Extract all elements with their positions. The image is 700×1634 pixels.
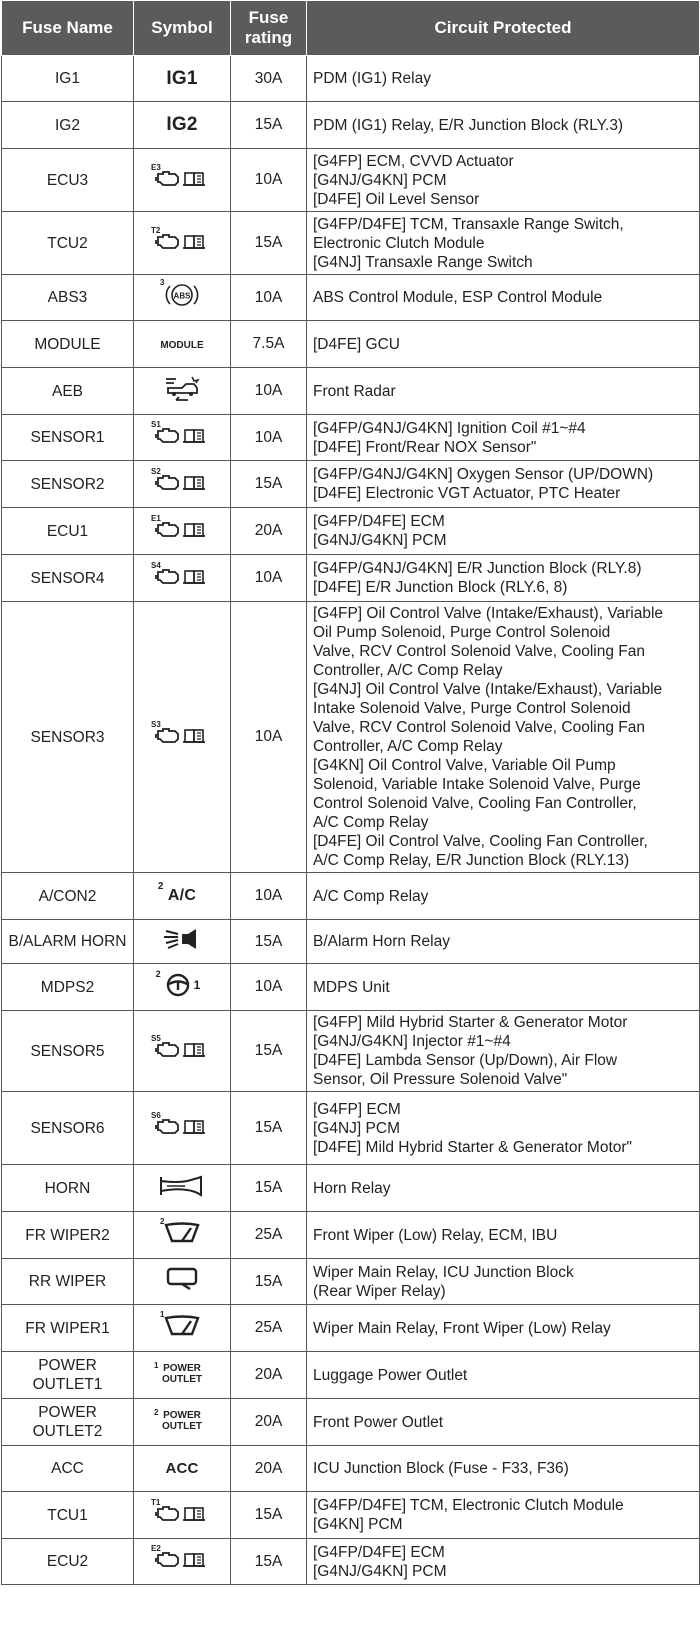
abs-icon-label: ABS: [173, 291, 191, 301]
fuse-rating-cell: 20A: [231, 1446, 307, 1492]
symbol-superscript: S1: [151, 420, 161, 429]
symbol-cell: [134, 321, 231, 368]
engine-symbol: [151, 1544, 209, 1568]
engine-symbol: [151, 225, 209, 250]
symbol-suffix: 1: [193, 977, 201, 992]
fuse-rating-cell: 20A: [231, 1399, 307, 1446]
symbol-superscript: 1: [154, 1361, 159, 1370]
table-row: [2, 1165, 700, 1212]
circuit-cell: [307, 1011, 700, 1092]
table-row: [2, 321, 700, 368]
table-row: [2, 275, 700, 321]
table-row: [2, 1259, 700, 1305]
fuse-name-cell: ACC: [2, 1446, 134, 1492]
fuse-rating-cell: 10A: [231, 555, 307, 602]
fuse-rating-cell: 15A: [231, 1092, 307, 1165]
symbol-cell: [134, 368, 231, 415]
fuse-name-cell: RR WIPER: [2, 1259, 134, 1305]
table-row: [2, 102, 700, 149]
fuse-name-cell: TCU1: [2, 1492, 134, 1539]
fuse-name-cell: POWER OUTLET2: [2, 1399, 134, 1446]
table-row: [2, 555, 700, 602]
circuit-line: Wiper Main Relay, Front Wiper (Low) Relay: [313, 1319, 611, 1337]
circuit-cell: [307, 368, 700, 415]
fuse-rating-cell: 15A: [231, 102, 307, 149]
symbol-cell: [134, 212, 231, 275]
fuse-rating-cell: 15A: [231, 1165, 307, 1212]
circuit-line: Valve, RCV Control Solenoid Valve, Cooling Fan: [313, 643, 645, 660]
circuit-cell: [307, 1259, 700, 1305]
circuit-line: Solenoid, Variable Intake Solenoid Valve, Purge: [313, 776, 641, 793]
fuse-name-cell: A/CON2: [2, 873, 134, 920]
symbol-text: IG2: [166, 114, 198, 135]
fuse-name-cell: TCU2: [2, 212, 134, 275]
circuit-line: [G4FP/G4NJ/G4KN] E/R Junction Block (RLY.8): [313, 560, 642, 577]
symbol-superscript: 3: [160, 278, 165, 287]
symbol-cell: [134, 415, 231, 461]
engine-symbol: [151, 1033, 209, 1058]
table-row: [2, 1539, 700, 1585]
abs-icon: [162, 280, 202, 310]
power-outlet-symbol: [154, 1361, 204, 1385]
circuit-line: [D4FE] Front/Rear NOX Sensor": [313, 438, 537, 456]
engine-symbol: [151, 1110, 209, 1135]
symbol-cell: [134, 1399, 231, 1446]
symbol-cell: [134, 1305, 231, 1352]
symbol-cell: [134, 873, 231, 920]
circuit-line: [D4FE] GCU: [313, 335, 400, 353]
symbol-text: POWER OUTLET: [162, 1363, 202, 1385]
circuit-cell: [307, 1352, 700, 1399]
circuit-cell: [307, 1212, 700, 1259]
symbol-superscript: 2: [154, 1408, 159, 1417]
circuit-line: [D4FE] E/R Junction Block (RLY.6, 8): [313, 579, 568, 596]
aeb-icon: [162, 374, 202, 404]
fuse-rating-cell: 15A: [231, 1539, 307, 1585]
engine-book-icon: [155, 1550, 209, 1568]
circuit-line: PDM (IG1) Relay: [313, 70, 431, 87]
symbol-cell: [134, 1011, 231, 1092]
fuse-name-cell: IG2: [2, 102, 134, 149]
circuit-line: [D4FE] Oil Control Valve, Cooling Fan Controller,: [313, 833, 648, 850]
circuit-line: Front Radar: [313, 382, 396, 400]
header-symbol: Symbol: [134, 1, 231, 56]
circuit-line: A/C Comp Relay: [313, 887, 429, 905]
fuse-rating-cell: 25A: [231, 1305, 307, 1352]
engine-book-icon: [155, 1040, 209, 1058]
fuse-name-cell: ABS3: [2, 275, 134, 321]
header-circuit: Circuit Protected: [307, 1, 700, 56]
symbol-superscript: 2: [157, 881, 164, 892]
circuit-line: Wiper Main Relay, ICU Junction Block: [313, 1263, 574, 1281]
symbol-cell: [134, 56, 231, 102]
table-row: [2, 508, 700, 555]
symbol-cell: [134, 508, 231, 555]
table-row: [2, 368, 700, 415]
symbol-cell: [134, 1259, 231, 1305]
circuit-line: [G4NJ] Oil Control Valve (Intake/Exhaust), Variable: [313, 681, 663, 698]
fuse-name-cell: FR WIPER2: [2, 1212, 134, 1259]
ac-symbol: [157, 881, 197, 905]
symbol-text: A/C: [167, 887, 197, 904]
symbol-cell: [134, 275, 231, 321]
circuit-line: [G4NJ/G4KN] Injector #1~#4: [313, 1033, 511, 1050]
table-row: [2, 1212, 700, 1259]
engine-book-icon: [155, 232, 209, 250]
engine-book-icon: [155, 567, 209, 585]
circuit-cell: [307, 461, 700, 508]
circuit-line: A/C Comp Relay: [313, 814, 429, 831]
table-row: [2, 602, 700, 873]
fuse-rating-cell: 7.5A: [231, 321, 307, 368]
symbol-cell: [134, 555, 231, 602]
circuit-line: A/C Comp Relay, E/R Junction Block (RLY.13): [313, 852, 630, 869]
fuse-rating-cell: 20A: [231, 508, 307, 555]
circuit-line: [G4NJ/G4KN] PCM: [313, 1562, 447, 1580]
fuse-rating-cell: 15A: [231, 212, 307, 275]
circuit-line: Sensor, Oil Pressure Solenoid Valve": [313, 1071, 568, 1088]
alarm-horn-icon: [162, 926, 202, 952]
fuse-name-cell: AEB: [2, 368, 134, 415]
symbol-superscript: S5: [151, 1033, 161, 1043]
fuse-rating-cell: 25A: [231, 1212, 307, 1259]
fuse-rating-cell: 10A: [231, 964, 307, 1011]
front-wiper-icon: [162, 1221, 202, 1245]
fuse-name-cell: SENSOR1: [2, 415, 134, 461]
header-fuse-name: Fuse Name: [2, 1, 134, 56]
circuit-line: [G4NJ] PCM: [313, 1119, 400, 1137]
circuit-line: Front Wiper (Low) Relay, ECM, IBU: [313, 1226, 558, 1244]
fuse-rating-cell: 10A: [231, 602, 307, 873]
circuit-line: [G4NJ/G4KN] PCM: [313, 171, 447, 189]
circuit-line: Valve, RCV Control Solenoid Valve, Cooling Fan: [313, 719, 645, 736]
fuse-name-cell: MDPS2: [2, 964, 134, 1011]
header-row: [2, 1, 700, 56]
circuit-line: [D4FE] Mild Hybrid Starter & Generator Motor": [313, 1138, 633, 1156]
table-row: [2, 1305, 700, 1352]
circuit-cell: [307, 1165, 700, 1212]
symbol-text: IG1: [166, 67, 198, 89]
fuse-name-cell: HORN: [2, 1165, 134, 1212]
circuit-cell: [307, 1399, 700, 1446]
fuse-rating-cell: 15A: [231, 1011, 307, 1092]
table-row: [2, 1492, 700, 1539]
symbol-cell: [134, 920, 231, 964]
table-row: [2, 415, 700, 461]
circuit-line: [D4FE] Lambda Sensor (Up/Down), Air Flow: [313, 1052, 618, 1069]
symbol-superscript: E3: [151, 162, 161, 172]
fuse-name-cell: ECU2: [2, 1539, 134, 1585]
symbol-superscript: E2: [151, 1544, 161, 1553]
wiper-symbol: [160, 1216, 202, 1245]
circuit-line: [G4FP] ECM: [313, 1100, 401, 1118]
symbol-cell: [134, 964, 231, 1011]
table-row: [2, 1092, 700, 1165]
table-row: [2, 56, 700, 102]
engine-symbol: [151, 513, 209, 538]
circuit-line: Front Power Outlet: [313, 1413, 444, 1431]
symbol-cell: [134, 1539, 231, 1585]
steering-symbol: [155, 968, 201, 999]
engine-book-icon: [155, 1117, 209, 1135]
circuit-line: [G4FP/D4FE] TCM, Transaxle Range Switch,: [313, 215, 624, 233]
symbol-cell: [134, 1352, 231, 1399]
circuit-line: [G4FP/D4FE] ECM: [313, 513, 445, 530]
circuit-line: Control Solenoid Valve, Cooling Fan Controller,: [313, 795, 637, 812]
fuse-name-cell: IG1: [2, 56, 134, 102]
symbol-superscript: T2: [151, 225, 161, 235]
circuit-cell: [307, 212, 700, 275]
fuse-rating-cell: 30A: [231, 56, 307, 102]
table-row: [2, 212, 700, 275]
engine-book-icon: [155, 473, 209, 491]
circuit-line: [G4NJ] Transaxle Range Switch: [313, 253, 533, 271]
symbol-superscript: S3: [151, 719, 161, 729]
circuit-line: Intake Solenoid Valve, Purge Control Solenoid: [313, 700, 631, 717]
circuit-cell: [307, 275, 700, 321]
symbol-superscript: E1: [151, 513, 161, 523]
table-row: [2, 461, 700, 508]
circuit-line: Controller, A/C Comp Relay: [313, 662, 503, 679]
circuit-line: ICU Junction Block (Fuse - F33, F36): [313, 1460, 569, 1477]
table-row: [2, 1399, 700, 1446]
circuit-line: Luggage Power Outlet: [313, 1366, 468, 1384]
symbol-superscript: S4: [151, 560, 161, 570]
circuit-cell: [307, 964, 700, 1011]
symbol-superscript: 1: [160, 1309, 165, 1319]
symbol-superscript: 2: [160, 1216, 165, 1226]
circuit-line: [G4FP] Mild Hybrid Starter & Generator Motor: [313, 1014, 628, 1031]
table-row: [2, 1446, 700, 1492]
symbol-cell: [134, 1446, 231, 1492]
fuse-rating-cell: 15A: [231, 920, 307, 964]
engine-symbol: [151, 162, 209, 187]
fuse-name-cell: ECU1: [2, 508, 134, 555]
fuse-rating-cell: 10A: [231, 149, 307, 212]
steering-wheel-icon: [164, 971, 192, 999]
circuit-cell: [307, 102, 700, 149]
table-row: [2, 920, 700, 964]
symbol-cell: [134, 102, 231, 149]
table-row: [2, 149, 700, 212]
circuit-line: [G4FP/D4FE] ECM: [313, 1543, 445, 1561]
symbol-superscript: S6: [151, 1110, 161, 1120]
symbol-cell: [134, 1492, 231, 1539]
fuse-rating-cell: 10A: [231, 873, 307, 920]
symbol-cell: [134, 602, 231, 873]
symbol-cell: [134, 461, 231, 508]
engine-symbol: [151, 466, 209, 491]
engine-symbol: [151, 560, 209, 585]
circuit-line: [G4FP/G4NJ/G4KN] Oxygen Sensor (UP/DOWN): [313, 466, 654, 483]
engine-symbol: [151, 1497, 209, 1522]
symbol-superscript: 2: [155, 968, 161, 979]
circuit-line: Horn Relay: [313, 1179, 391, 1197]
circuit-cell: [307, 1539, 700, 1585]
circuit-line: [G4FP/D4FE] TCM, Electronic Clutch Module: [313, 1497, 624, 1514]
fuse-rating-cell: 10A: [231, 368, 307, 415]
fuse-rating-cell: 10A: [231, 275, 307, 321]
circuit-line: [G4KN] Oil Control Valve, Variable Oil Pump: [313, 757, 616, 774]
circuit-line: [G4FP/G4NJ/G4KN] Ignition Coil #1~#4: [313, 419, 586, 437]
fuse-name-cell: POWER OUTLET1: [2, 1352, 134, 1399]
table-row: [2, 1011, 700, 1092]
power-outlet-symbol: [154, 1408, 204, 1432]
symbol-text: MODULE: [160, 340, 204, 351]
circuit-cell: [307, 56, 700, 102]
circuit-line: [G4FP] ECM, CVVD Actuator: [313, 152, 514, 170]
circuit-line: [G4NJ/G4KN] PCM: [313, 532, 447, 549]
table-row: [2, 964, 700, 1011]
rear-wiper-icon: [162, 1266, 202, 1292]
symbol-superscript: T1: [151, 1497, 161, 1507]
engine-symbol: [151, 420, 209, 444]
engine-book-icon: [155, 520, 209, 538]
circuit-cell: [307, 415, 700, 461]
engine-symbol: [151, 719, 209, 744]
engine-book-icon: [155, 726, 209, 744]
symbol-superscript: S2: [151, 466, 161, 476]
fuse-name-cell: FR WIPER1: [2, 1305, 134, 1352]
circuit-cell: [307, 920, 700, 964]
fuse-name-cell: SENSOR2: [2, 461, 134, 508]
circuit-cell: [307, 149, 700, 212]
circuit-cell: [307, 508, 700, 555]
circuit-cell: [307, 602, 700, 873]
symbol-cell: [134, 1165, 231, 1212]
fuse-name-cell: SENSOR3: [2, 602, 134, 873]
horn-icon: [157, 1173, 207, 1199]
circuit-line: [G4FP] Oil Control Valve (Intake/Exhaust), Variable: [313, 605, 664, 622]
fuse-name-cell: MODULE: [2, 321, 134, 368]
wiper-symbol: [160, 1309, 202, 1338]
circuit-line: ABS Control Module, ESP Control Module: [313, 289, 603, 306]
circuit-line: (Rear Wiper Relay): [313, 1282, 446, 1300]
circuit-cell: [307, 1446, 700, 1492]
circuit-line: B/Alarm Horn Relay: [313, 933, 450, 950]
circuit-cell: [307, 1492, 700, 1539]
fuse-name-cell: ECU3: [2, 149, 134, 212]
fuse-name-cell: SENSOR5: [2, 1011, 134, 1092]
engine-book-icon: [155, 169, 209, 187]
front-wiper-icon: [162, 1314, 202, 1338]
engine-book-icon: [155, 1504, 209, 1522]
fuse-table: [1, 0, 700, 1585]
circuit-line: PDM (IG1) Relay, E/R Junction Block (RLY.3): [313, 116, 624, 134]
fuse-rating-cell: 15A: [231, 1492, 307, 1539]
symbol-cell: [134, 149, 231, 212]
circuit-cell: [307, 873, 700, 920]
circuit-line: MDPS Unit: [313, 978, 390, 996]
circuit-cell: [307, 321, 700, 368]
symbol-text: POWER OUTLET: [162, 1410, 202, 1432]
symbol-cell: [134, 1092, 231, 1165]
fuse-rating-cell: 15A: [231, 1259, 307, 1305]
circuit-line: [G4KN] PCM: [313, 1516, 403, 1533]
circuit-cell: [307, 1305, 700, 1352]
circuit-line: Oil Pump Solenoid, Purge Control Solenoid: [313, 624, 611, 641]
fuse-rating-cell: 15A: [231, 461, 307, 508]
fuse-name-cell: SENSOR6: [2, 1092, 134, 1165]
circuit-line: [D4FE] Electronic VGT Actuator, PTC Heater: [313, 485, 621, 502]
table-row: [2, 873, 700, 920]
circuit-cell: [307, 555, 700, 602]
fuse-rating-cell: 10A: [231, 415, 307, 461]
circuit-line: [D4FE] Oil Level Sensor: [313, 190, 480, 208]
fuse-name-cell: SENSOR4: [2, 555, 134, 602]
circuit-line: Electronic Clutch Module: [313, 234, 485, 252]
table-row: [2, 1352, 700, 1399]
fuse-rating-cell: 20A: [231, 1352, 307, 1399]
circuit-cell: [307, 1092, 700, 1165]
symbol-cell: [134, 1212, 231, 1259]
symbol-text: ACC: [165, 1459, 199, 1477]
circuit-line: Controller, A/C Comp Relay: [313, 738, 503, 755]
fuse-name-cell: B/ALARM HORN: [2, 920, 134, 964]
engine-book-icon: [155, 426, 209, 444]
header-rating: Fuse rating: [231, 1, 307, 56]
